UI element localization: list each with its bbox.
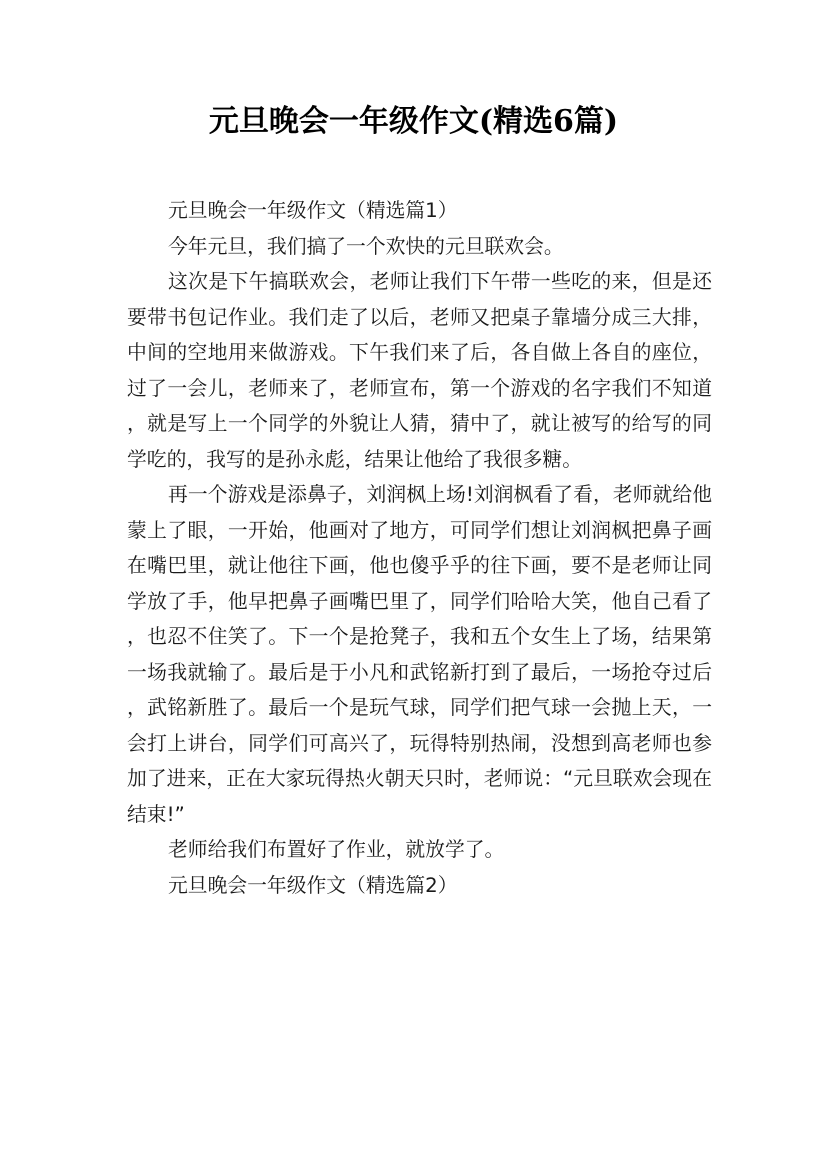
document-title: 元旦晚会一年级作文(精选6篇) <box>208 104 619 139</box>
paragraph-4: 老师给我们布置好了作业，就放学了。 <box>168 838 505 861</box>
paragraph-2: 这次是下午搞联欢会，老师让我们下午带一些吃的来，但是还要带书包记作业。我们走了以后，老师又把桌子靠墙分成三大排，中间的空地用来做游戏。下午我们来了后，各自做上各自的座位，过了一会儿，老师来了，老师宣布，第一个游戏的名字我们不知道，就是写上一个同学的外貌让人猜，猜中了，就让被写的给写的同学吃的，我写的是孙永彪，结果让他给了我很多糖。 <box>127 270 712 471</box>
section-heading-2: 元旦晚会一年级作文（精选篇2） <box>168 873 458 897</box>
paragraph-3: 再一个游戏是添鼻子，刘润枫上场!刘润枫看了看，老师就给他蒙上了眼，一开始，他画对了地方，可同学们想让刘润枫把鼻子画在嘴巴里，就让他往下画，他也傻乎乎的往下画，要不是老师让同学放了手，他早把鼻子画嘴巴里了，同学们哈哈大笑，他自己看了，也忍不住笑了。下一个是抢凳子，我和五个女生上了场，结果第一场我就输了。最后是于小凡和武铭新打到了最后，一场抢夺过后，武铭新胜了。最后一个是玩气球，同学们把气球一会抛上天，一会打上讲台，同学们可高兴了，玩得特别热闹，没想到高老师也参加了进来，正在大家玩得热火朝天只时，老师说：“元旦联欢会现在结束!” <box>127 483 712 826</box>
paragraph-1: 今年元旦，我们搞了一个欢快的元旦联欢会。 <box>168 234 564 258</box>
document-body <box>127 193 712 903</box>
section-heading-1: 元旦晚会一年级作文（精选篇1） <box>168 199 458 222</box>
